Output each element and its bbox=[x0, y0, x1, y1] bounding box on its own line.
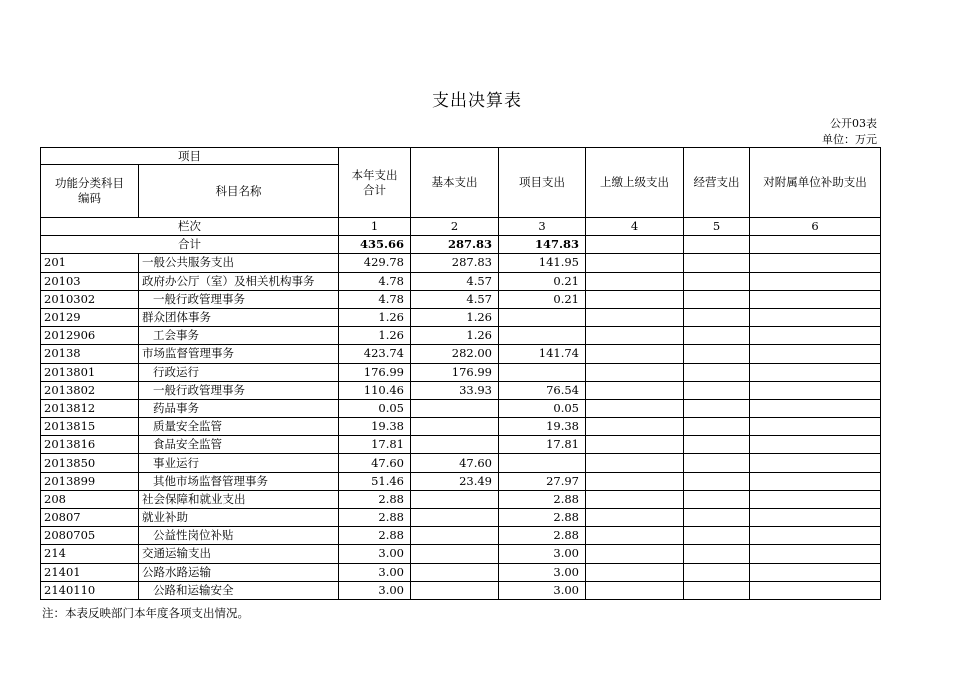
row-value bbox=[684, 272, 750, 290]
total-row bbox=[41, 236, 881, 254]
column-index-4: 4 bbox=[586, 218, 684, 236]
row-value bbox=[411, 509, 499, 527]
row-name: 一般行政管理事务 bbox=[139, 381, 339, 399]
row-value: 4.57 bbox=[411, 290, 499, 308]
row-value bbox=[586, 272, 684, 290]
row-value bbox=[586, 563, 684, 581]
row-value: 4.78 bbox=[339, 290, 411, 308]
row-code: 2013815 bbox=[41, 418, 139, 436]
row-value bbox=[499, 327, 586, 345]
table-row bbox=[41, 581, 881, 599]
row-value: 429.78 bbox=[339, 254, 411, 272]
row-value bbox=[586, 381, 684, 399]
column-index-6: 6 bbox=[750, 218, 881, 236]
row-value bbox=[750, 527, 881, 545]
header-name: 科目名称 bbox=[139, 165, 339, 218]
row-code: 2013812 bbox=[41, 399, 139, 417]
row-value: 2.88 bbox=[339, 490, 411, 508]
row-value bbox=[750, 254, 881, 272]
header-total: 本年支出 合计 bbox=[339, 148, 411, 218]
document-title: 支出决算表 bbox=[432, 91, 522, 111]
row-value: 4.78 bbox=[339, 272, 411, 290]
row-code: 2012906 bbox=[41, 327, 139, 345]
total-label: 合计 bbox=[41, 236, 339, 254]
row-value bbox=[750, 345, 881, 363]
row-name: 食品安全监管 bbox=[139, 436, 339, 454]
row-name: 就业补助 bbox=[139, 509, 339, 527]
row-value bbox=[684, 509, 750, 527]
column-index-row bbox=[41, 218, 881, 236]
row-value: 19.38 bbox=[499, 418, 586, 436]
row-value: 2.88 bbox=[499, 509, 586, 527]
column-index-label: 栏次 bbox=[41, 218, 339, 236]
table-row bbox=[41, 454, 881, 472]
row-code: 2013801 bbox=[41, 363, 139, 381]
row-name: 一般公共服务支出 bbox=[139, 254, 339, 272]
header-code: 功能分类科目 编码 bbox=[41, 165, 139, 218]
row-value bbox=[586, 290, 684, 308]
row-value bbox=[750, 272, 881, 290]
row-value bbox=[684, 381, 750, 399]
row-name: 社会保障和就业支出 bbox=[139, 490, 339, 508]
table-row bbox=[41, 418, 881, 436]
row-code: 20103 bbox=[41, 272, 139, 290]
row-value bbox=[684, 472, 750, 490]
row-value: 1.26 bbox=[339, 308, 411, 326]
table-row bbox=[41, 509, 881, 527]
row-value: 141.95 bbox=[499, 254, 586, 272]
row-value bbox=[411, 581, 499, 599]
table-row bbox=[41, 308, 881, 326]
row-value bbox=[586, 545, 684, 563]
row-value: 0.21 bbox=[499, 290, 586, 308]
row-code: 2013899 bbox=[41, 472, 139, 490]
row-name: 其他市场监督管理事务 bbox=[139, 472, 339, 490]
row-value bbox=[750, 418, 881, 436]
row-value bbox=[750, 308, 881, 326]
table-row bbox=[41, 545, 881, 563]
row-code: 2010302 bbox=[41, 290, 139, 308]
row-value bbox=[750, 454, 881, 472]
row-value: 3.00 bbox=[499, 545, 586, 563]
table-row bbox=[41, 381, 881, 399]
row-value bbox=[586, 509, 684, 527]
row-code: 20807 bbox=[41, 509, 139, 527]
row-name: 公路和运输安全 bbox=[139, 581, 339, 599]
row-value: 33.93 bbox=[411, 381, 499, 399]
row-value: 1.26 bbox=[411, 327, 499, 345]
row-value bbox=[750, 381, 881, 399]
row-value: 2.88 bbox=[499, 527, 586, 545]
row-value: 0.05 bbox=[339, 399, 411, 417]
table-row bbox=[41, 399, 881, 417]
unit-label: 单位：万元 bbox=[822, 133, 877, 146]
row-value: 19.38 bbox=[339, 418, 411, 436]
row-value bbox=[750, 399, 881, 417]
header-subsidy: 对附属单位补助支出 bbox=[750, 148, 881, 218]
row-value bbox=[750, 545, 881, 563]
row-value bbox=[684, 581, 750, 599]
row-value bbox=[586, 527, 684, 545]
row-value bbox=[411, 436, 499, 454]
total-value: 287.83 bbox=[411, 236, 499, 254]
total-value bbox=[684, 236, 750, 254]
header-operate: 经营支出 bbox=[684, 148, 750, 218]
row-code: 208 bbox=[41, 490, 139, 508]
header-upper: 上缴上级支出 bbox=[586, 148, 684, 218]
header-project: 项目 bbox=[41, 148, 339, 165]
row-value bbox=[750, 509, 881, 527]
total-value: 435.66 bbox=[339, 236, 411, 254]
row-value: 76.54 bbox=[499, 381, 586, 399]
row-value bbox=[499, 308, 586, 326]
row-value: 3.00 bbox=[499, 581, 586, 599]
row-value: 2.88 bbox=[339, 527, 411, 545]
row-value bbox=[750, 472, 881, 490]
row-value bbox=[684, 454, 750, 472]
row-value bbox=[586, 418, 684, 436]
row-value: 1.26 bbox=[339, 327, 411, 345]
table-row bbox=[41, 290, 881, 308]
row-code: 2140110 bbox=[41, 581, 139, 599]
row-code: 2013802 bbox=[41, 381, 139, 399]
row-value bbox=[684, 363, 750, 381]
row-value: 17.81 bbox=[339, 436, 411, 454]
row-code: 2080705 bbox=[41, 527, 139, 545]
row-value bbox=[586, 490, 684, 508]
row-code: 201 bbox=[41, 254, 139, 272]
row-value bbox=[586, 308, 684, 326]
row-value: 17.81 bbox=[499, 436, 586, 454]
row-value bbox=[586, 254, 684, 272]
row-value bbox=[586, 327, 684, 345]
row-name: 行政运行 bbox=[139, 363, 339, 381]
row-value: 51.46 bbox=[339, 472, 411, 490]
row-value: 282.00 bbox=[411, 345, 499, 363]
row-value bbox=[586, 363, 684, 381]
row-value: 176.99 bbox=[411, 363, 499, 381]
table-row bbox=[41, 345, 881, 363]
row-value: 1.26 bbox=[411, 308, 499, 326]
column-index-2: 2 bbox=[411, 218, 499, 236]
row-value: 23.49 bbox=[411, 472, 499, 490]
row-value bbox=[684, 254, 750, 272]
row-value: 141.74 bbox=[499, 345, 586, 363]
expenditure-table bbox=[40, 147, 881, 600]
row-value bbox=[750, 327, 881, 345]
row-value bbox=[684, 327, 750, 345]
row-value bbox=[684, 490, 750, 508]
row-value bbox=[411, 399, 499, 417]
row-code: 2013850 bbox=[41, 454, 139, 472]
row-value bbox=[750, 563, 881, 581]
table-row bbox=[41, 490, 881, 508]
row-value bbox=[411, 490, 499, 508]
row-value bbox=[684, 436, 750, 454]
row-value: 0.21 bbox=[499, 272, 586, 290]
row-name: 一般行政管理事务 bbox=[139, 290, 339, 308]
row-value bbox=[684, 308, 750, 326]
row-value: 27.97 bbox=[499, 472, 586, 490]
row-value bbox=[499, 363, 586, 381]
column-index-1: 1 bbox=[339, 218, 411, 236]
table-note: 注：本表反映部门本年度各项支出情况。 bbox=[42, 606, 249, 620]
row-value: 47.60 bbox=[411, 454, 499, 472]
table-row bbox=[41, 527, 881, 545]
row-value bbox=[411, 563, 499, 581]
row-name: 交通运输支出 bbox=[139, 545, 339, 563]
row-value bbox=[750, 490, 881, 508]
row-code: 21401 bbox=[41, 563, 139, 581]
row-value: 2.88 bbox=[339, 509, 411, 527]
row-value: 3.00 bbox=[339, 581, 411, 599]
row-code: 2013816 bbox=[41, 436, 139, 454]
row-value: 423.74 bbox=[339, 345, 411, 363]
header-item: 项目支出 bbox=[499, 148, 586, 218]
header-basic: 基本支出 bbox=[411, 148, 499, 218]
row-value: 3.00 bbox=[339, 563, 411, 581]
row-name: 群众团体事务 bbox=[139, 308, 339, 326]
row-value: 3.00 bbox=[499, 563, 586, 581]
row-value bbox=[684, 418, 750, 436]
table-row bbox=[41, 563, 881, 581]
row-name: 事业运行 bbox=[139, 454, 339, 472]
row-value bbox=[750, 363, 881, 381]
row-name: 药品事务 bbox=[139, 399, 339, 417]
form-code: 公开03表 bbox=[830, 117, 877, 130]
row-value bbox=[750, 436, 881, 454]
total-value: 147.83 bbox=[499, 236, 586, 254]
row-name: 质量安全监管 bbox=[139, 418, 339, 436]
column-index-3: 3 bbox=[499, 218, 586, 236]
row-value: 176.99 bbox=[339, 363, 411, 381]
row-code: 20138 bbox=[41, 345, 139, 363]
row-value bbox=[750, 581, 881, 599]
total-value bbox=[750, 236, 881, 254]
row-value: 3.00 bbox=[339, 545, 411, 563]
row-value bbox=[684, 563, 750, 581]
row-value bbox=[411, 545, 499, 563]
row-value: 47.60 bbox=[339, 454, 411, 472]
row-value bbox=[684, 399, 750, 417]
row-code: 214 bbox=[41, 545, 139, 563]
row-value bbox=[684, 290, 750, 308]
row-value bbox=[411, 418, 499, 436]
table-row bbox=[41, 472, 881, 490]
row-value bbox=[586, 345, 684, 363]
row-value bbox=[750, 290, 881, 308]
row-value bbox=[586, 399, 684, 417]
row-value bbox=[684, 545, 750, 563]
row-value bbox=[586, 454, 684, 472]
column-index-5: 5 bbox=[684, 218, 750, 236]
row-value bbox=[411, 527, 499, 545]
row-value: 0.05 bbox=[499, 399, 586, 417]
row-value bbox=[586, 436, 684, 454]
row-value bbox=[684, 527, 750, 545]
row-value bbox=[499, 454, 586, 472]
row-name: 政府办公厅（室）及相关机构事务 bbox=[139, 272, 339, 290]
row-name: 公路水路运输 bbox=[139, 563, 339, 581]
row-value: 2.88 bbox=[499, 490, 586, 508]
table-row bbox=[41, 436, 881, 454]
row-name: 工会事务 bbox=[139, 327, 339, 345]
row-value: 4.57 bbox=[411, 272, 499, 290]
row-name: 市场监督管理事务 bbox=[139, 345, 339, 363]
row-value bbox=[586, 472, 684, 490]
row-value: 110.46 bbox=[339, 381, 411, 399]
row-value bbox=[684, 345, 750, 363]
row-value bbox=[586, 581, 684, 599]
table-row bbox=[41, 272, 881, 290]
table-row bbox=[41, 363, 881, 381]
table-row bbox=[41, 254, 881, 272]
row-code: 20129 bbox=[41, 308, 139, 326]
total-value bbox=[586, 236, 684, 254]
row-value: 287.83 bbox=[411, 254, 499, 272]
table-row bbox=[41, 327, 881, 345]
row-name: 公益性岗位补贴 bbox=[139, 527, 339, 545]
